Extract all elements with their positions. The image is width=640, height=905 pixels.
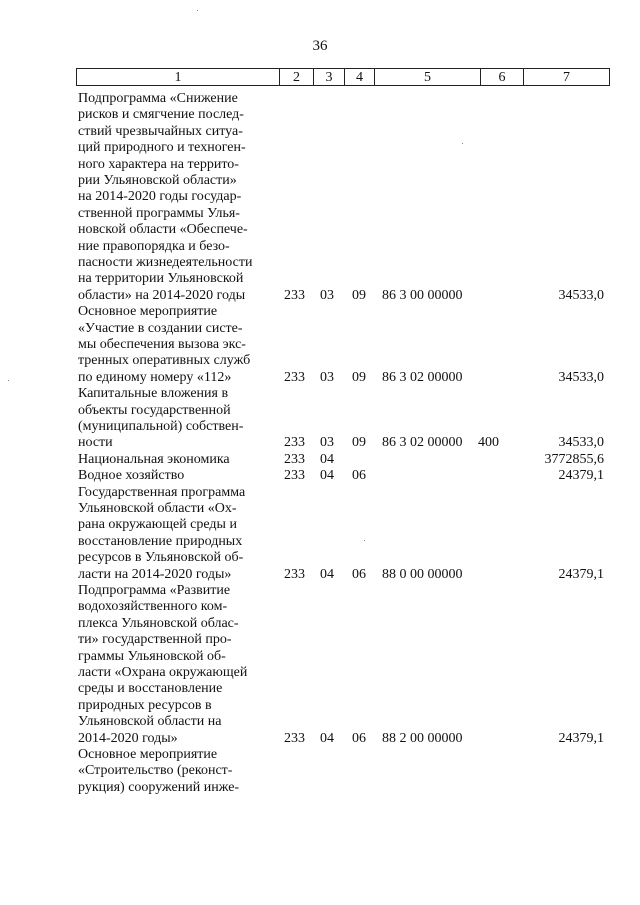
row-description: Национальная экономика (78, 451, 230, 467)
row-code-2: 233 (284, 435, 305, 451)
table-row (0, 583, 640, 747)
table-body (0, 91, 640, 796)
row-amount: 24379,1 (558, 730, 604, 746)
table-header (76, 68, 610, 86)
row-code-4: 06 (352, 468, 366, 484)
header-col-1: 1 (77, 69, 280, 85)
row-description: Основное мероприятие «Строительство (реконст- рукция) сооружений инже- (78, 746, 240, 795)
row-code-2: 233 (284, 451, 305, 467)
row-code-3: 04 (320, 468, 334, 484)
row-description: Основное мероприятие «Участие в создании систе- мы обеспечения вызова экс- тренных оперативных служб по единому номеру «112» (78, 304, 251, 385)
row-code-4: 09 (352, 369, 366, 385)
scan-speck (197, 10, 198, 11)
table-row (0, 304, 640, 386)
row-amount: 3772855,6 (544, 451, 604, 467)
header-col-4: 4 (345, 69, 375, 85)
row-amount: 24379,1 (558, 468, 604, 484)
scan-speck (364, 540, 365, 541)
row-amount: 34533,0 (558, 369, 604, 385)
row-code-2: 233 (284, 369, 305, 385)
row-code-3: 04 (320, 730, 334, 746)
scan-speck (8, 380, 9, 381)
row-amount: 34533,0 (558, 287, 604, 303)
row-code-2: 233 (284, 730, 305, 746)
scan-speck (462, 143, 463, 144)
row-description: Водное хозяйство (78, 468, 185, 484)
row-code-2: 233 (284, 468, 305, 484)
row-code-5: 86 3 02 00000 (382, 435, 463, 451)
table-row (0, 485, 640, 583)
row-code-3: 03 (320, 435, 334, 451)
row-amount: 34533,0 (558, 435, 604, 451)
row-code-2: 233 (284, 566, 305, 582)
row-description: Капитальные вложения в объекты государственной (муниципальной) собствен- ности (78, 386, 244, 451)
header-col-3: 3 (314, 69, 345, 85)
row-description: Государственная программа Ульяновской области «Ох- рана окружающей среды и восстановление природных ресурсов в Ульяновской об- ласти на 2014-2020 годы» (78, 484, 246, 582)
row-code-4: 09 (352, 435, 366, 451)
header-col-7: 7 (563, 70, 570, 85)
row-code-4: 06 (352, 730, 366, 746)
row-code-4: 06 (352, 566, 366, 582)
table-row (0, 386, 640, 452)
header-col-5: 5 (375, 69, 481, 85)
page-number: 36 (312, 38, 328, 54)
row-code-5: 86 3 02 00000 (382, 369, 463, 385)
row-code-3: 03 (320, 287, 334, 303)
row-code-5: 86 3 00 00000 (382, 287, 463, 303)
row-code-3: 04 (320, 451, 334, 467)
header-col-6: 6 (481, 69, 524, 85)
row-description: Подпрограмма «Развитие водохозяйственного ком- плекса Ульяновской облас- ти» государственной про- граммы Ульяновской об- ласти «Охрана окружающей среды и восстановление природных ресурсов в Ульяновской области на 2014-2020 годы» (78, 582, 248, 746)
row-code-3: 04 (320, 566, 334, 582)
row-amount: 24379,1 (558, 566, 604, 582)
table-row (0, 468, 640, 484)
row-code-5: 88 0 00 00000 (382, 566, 463, 582)
row-code-2: 233 (284, 287, 305, 303)
row-code-3: 03 (320, 369, 334, 385)
table-row (0, 452, 640, 468)
table-row (0, 747, 640, 796)
table-row (0, 91, 640, 304)
row-code-6: 400 (478, 435, 499, 451)
row-code-5: 88 2 00 00000 (382, 730, 463, 746)
row-code-4: 09 (352, 287, 366, 303)
header-col-2: 2 (280, 69, 314, 85)
row-description: Подпрограмма «Снижение рисков и смягчение послед- ствий чрезвычайных ситуа- ций природного и техноген- ного характера на террито- рии Ульяновской области» на 2014-2020 годы государ- ственной программы Улья- новской области «Обеспече- ние правопорядка и безо- пасности жизнедеятельности на территории Ульяновской области» на 2014-2020 годы (78, 91, 253, 303)
